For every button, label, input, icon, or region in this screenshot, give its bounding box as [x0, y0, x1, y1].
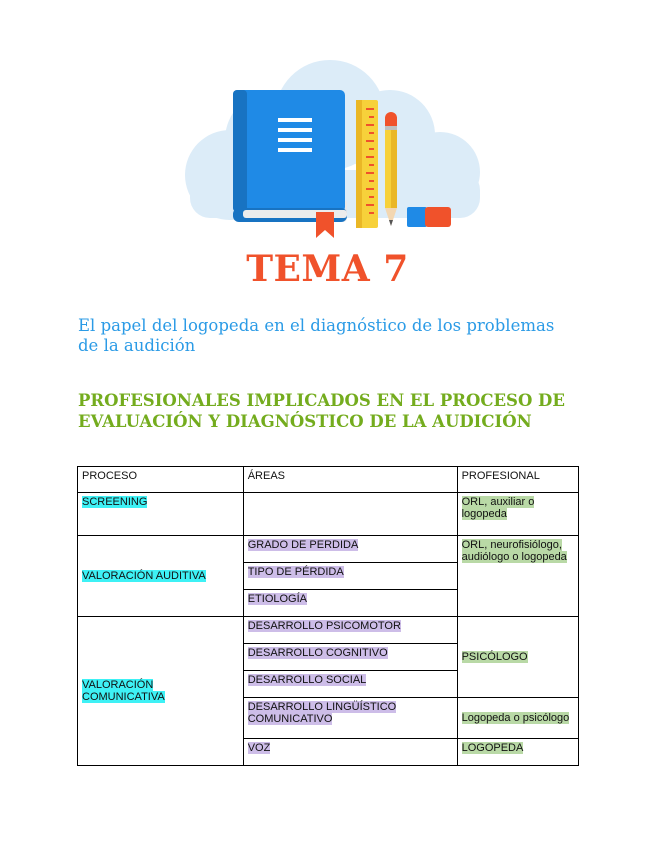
area-cell — [243, 671, 457, 698]
header-profesional: PROFESIONAL — [457, 467, 578, 493]
area-cell-empty — [243, 493, 457, 536]
table-header-row — [78, 467, 579, 493]
professional-cell — [457, 739, 578, 766]
area-linguistico: DESARROLLO LINGÜÍSTICO COMUNICATIVO — [247, 701, 397, 725]
process-cell — [78, 493, 244, 536]
process-cell — [78, 617, 244, 766]
professionals-table — [77, 466, 579, 766]
table-row — [78, 617, 579, 644]
area-cell — [243, 698, 457, 739]
process-auditiva: VALORACIÓN AUDITIVA — [82, 570, 206, 582]
area-cell — [243, 617, 457, 644]
professional-cell — [457, 493, 578, 536]
ruler-icon — [356, 100, 378, 228]
professional-screening: ORL, auxiliar o logopeda — [461, 496, 535, 520]
professional-cell — [457, 536, 578, 617]
professional-psicologo: PSICÓLOGO — [461, 651, 528, 663]
section-heading: PROFESIONALES IMPLICADOS EN EL PROCESO DE EVALUACIÓN Y DIAGNÓSTICO DE LA AUDICIÓN — [78, 391, 565, 431]
process-comunicativa: VALORACIÓN COMUNICATIVA — [82, 679, 165, 703]
header-proceso: PROCESO — [78, 467, 244, 493]
area-cell — [243, 590, 457, 617]
area-tipo-perdida: TIPO DE PÉRDIDA — [247, 566, 344, 578]
professional-cell — [457, 698, 578, 739]
area-cell — [243, 563, 457, 590]
professional-logopeda-o-psicologo: Logopeda o psicólogo — [461, 712, 570, 724]
process-cell — [78, 536, 244, 617]
bookmark-icon — [316, 212, 334, 238]
area-cell — [243, 644, 457, 671]
book-icon — [233, 90, 347, 222]
area-psicomotor: DESARROLLO PSICOMOTOR — [247, 620, 401, 632]
eraser-icon — [407, 207, 451, 227]
professional-auditiva: ORL, neurofisiólogo, audiólogo o logopeda — [461, 539, 567, 563]
table-row — [78, 493, 579, 536]
area-voz: VOZ — [247, 742, 271, 754]
area-etiologia: ETIOLOGÍA — [247, 593, 307, 605]
area-cognitivo: DESARROLLO COGNITIVO — [247, 647, 388, 659]
professional-cell — [457, 617, 578, 698]
illustration-svg — [0, 0, 655, 250]
table-row — [78, 536, 579, 563]
hero-illustration — [0, 0, 655, 250]
professional-logopeda: LOGOPEDA — [461, 742, 524, 754]
pencil-icon — [385, 112, 397, 226]
process-screening: SCREENING — [82, 496, 148, 508]
area-cell — [243, 739, 457, 766]
area-grado-perdida: GRADO DE PERDIDA — [247, 539, 359, 551]
subtitle: El papel del logopeda en el diagnóstico de los problemas de la audición — [78, 316, 555, 355]
area-social: DESARROLLO SOCIAL — [247, 674, 367, 686]
header-areas: ÁREAS — [243, 467, 457, 493]
page-title: TEMA 7 — [246, 248, 409, 290]
area-cell — [243, 536, 457, 563]
